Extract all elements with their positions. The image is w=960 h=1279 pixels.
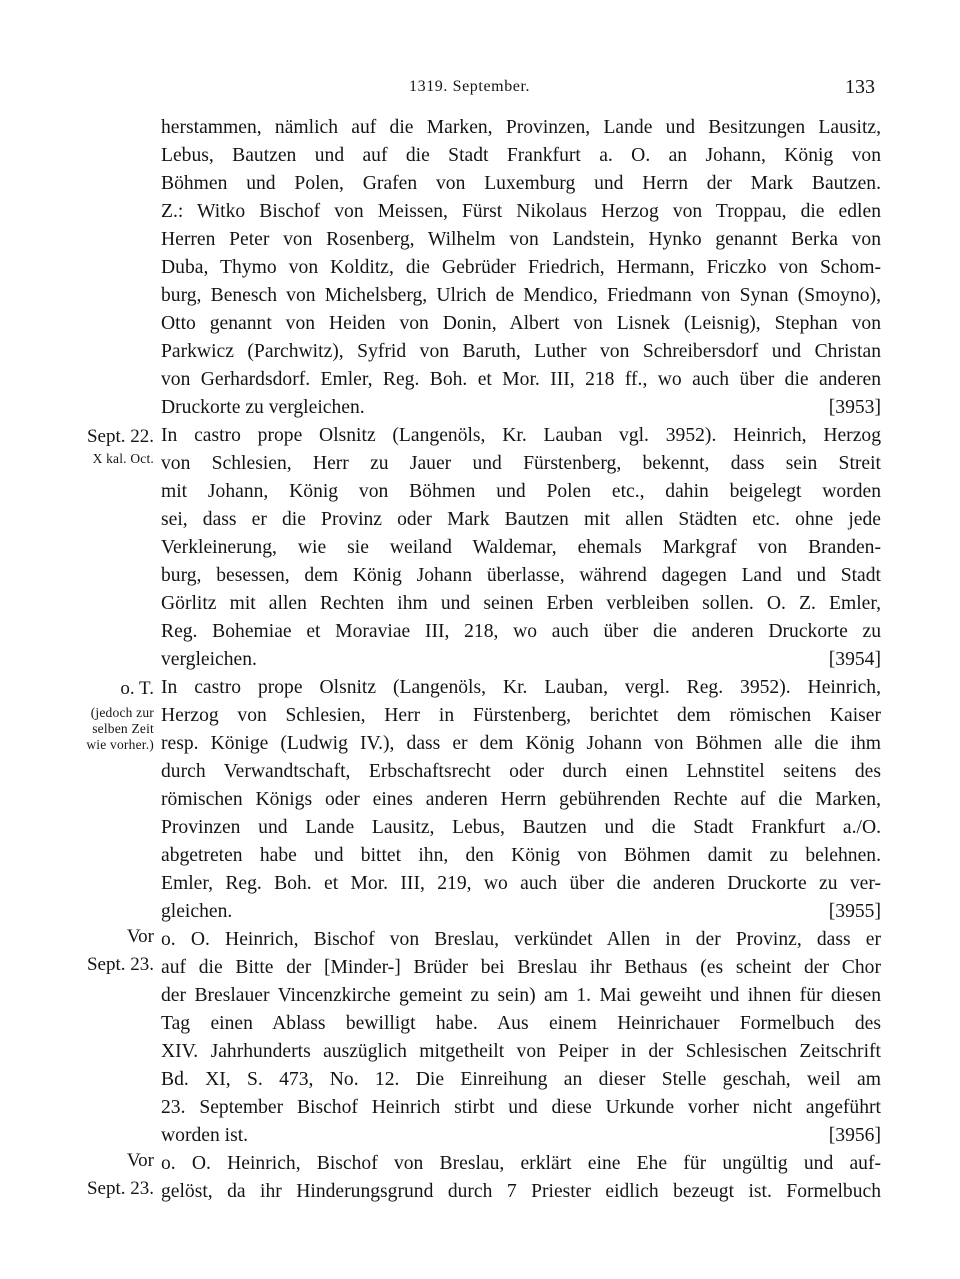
register-number: [3954] (828, 649, 881, 670)
margin-vor: Vor (126, 926, 154, 947)
text-line: römischen Königs oder eines anderen Herrn gebührenden Rechte auf die Marken, (161, 789, 881, 810)
text-line: Lebus, Bautzen und auf die Stadt Frankfurt a. O. an Johann, König von (161, 145, 881, 166)
text-line: XIV. Jahrhunderts auszüglich mitgetheilt von Peiper in der Schlesischen Zeitschrift (161, 1041, 881, 1062)
text-line: abgetreten habe und bittet ihn, den König von Böhmen damit zu belehnen. (161, 845, 881, 866)
text-line: Druckorte zu vergleichen. (161, 397, 365, 418)
entry-last-line (161, 898, 881, 925)
text-line: sei, dass er die Provinz oder Mark Bautzen mit allen Städten etc. ohne jede (161, 509, 881, 530)
text-line: Reg. Bohemiae et Moraviae III, 218, wo auch über die anderen Druckorte zu (161, 621, 881, 642)
register-number: [3953] (828, 397, 881, 418)
text-line: Böhmen und Polen, Grafen von Luxemburg und Herrn der Mark Bautzen. (161, 173, 881, 194)
text-line: burg, Benesch von Michelsberg, Ulrich de Mendico, Friedmann von Synan (Smoyno), (161, 285, 881, 306)
text-line: Z.: Witko Bischof von Meissen, Fürst Nikolaus Herzog von Troppau, die edlen (161, 201, 881, 222)
entry-last-line (161, 394, 881, 421)
text-line: Görlitz mit allen Rechten ihm und seinen Erben verbleiben sollen. O. Z. Emler, (161, 593, 881, 614)
text-line: herstammen, nämlich auf die Marken, Provinzen, Lande und Besitzungen Lausitz, (161, 117, 881, 138)
margin-date-roman: X kal. Oct. (92, 451, 154, 466)
text-line: von Gerhardsdorf. Emler, Reg. Boh. et Mor. III, 218 ff., wo auch über die anderen (161, 369, 881, 390)
margin-date: Sept. 23. (86, 1178, 154, 1199)
text-line: Otto genannt von Heiden von Donin, Albert von Lisnek (Leisnig), Stephan von (161, 313, 881, 334)
running-head: 1319. September. (409, 78, 531, 95)
margin-date: Sept. 23. (86, 954, 154, 975)
text-line: der Breslauer Vincenzkirche gemeint zu sein) am 1. Mai geweiht und ihnen für diesen (161, 985, 881, 1006)
text-line: Emler, Reg. Boh. et Mor. III, 219, wo auch über die anderen Druckorte zu ver- (161, 873, 881, 894)
text-line: Duba, Thymo von Kolditz, die Gebrüder Friedrich, Hermann, Friczko von Schom- (161, 257, 881, 278)
text-line: von Schlesien, Herr zu Jauer und Fürstenberg, bekennt, dass sein Streit (161, 453, 881, 474)
text-line: Verkleinerung, wie sie weiland Waldemar, ehemals Markgraf von Branden- (161, 537, 881, 558)
margin-note-text: (jedoch zur (90, 705, 154, 720)
margin-note-text: selben Zeit (92, 721, 154, 736)
margin-vor: Vor (126, 1150, 154, 1171)
text-line: o. O. Heinrich, Bischof von Breslau, verkündet Allen in der Provinz, dass er (161, 929, 881, 950)
text-line: In castro prope Olsnitz (Langenöls, Kr. Lauban, vergl. Reg. 3952). Heinrich, (161, 677, 881, 698)
text-line: o. O. Heinrich, Bischof von Breslau, erklärt eine Ehe für ungültig und auf- (161, 1153, 881, 1174)
margin-note-text: wie vorher.) (86, 737, 154, 752)
margin-date: o. T. (120, 678, 154, 699)
text-line: gelöst, da ihr Hinderungsgrund durch 7 Priester eidlich bezeugt ist. Formelbuch (161, 1181, 881, 1202)
text-line: Tag einen Ablass bewilligt habe. Aus einem Heinrichauer Formelbuch des (161, 1013, 881, 1034)
text-line: mit Johann, König von Böhmen und Polen etc., dahin beigelegt worden (161, 481, 881, 502)
text-line: Herren Peter von Rosenberg, Wilhelm von Landstein, Hynko genannt Berka von (161, 229, 881, 250)
page-header (0, 76, 960, 102)
text-line: In castro prope Olsnitz (Langenöls, Kr. Lauban vgl. 3952). Heinrich, Herzog (161, 425, 881, 446)
text-line: auf die Bitte der [Minder-] Brüder bei Breslau ihr Bethaus (es scheint der Chor (161, 957, 881, 978)
text-line: resp. Könige (Ludwig IV.), dass er dem König Johann von Böhmen alle die ihm (161, 733, 881, 754)
entry-last-line (161, 646, 881, 673)
text-line: 23. September Bischof Heinrich stirbt und diese Urkunde vorher nicht angeführt (161, 1097, 881, 1118)
entry-last-line (161, 1122, 881, 1149)
margin-date: Sept. 22. (86, 426, 154, 447)
text-line: Bd. XI, S. 473, No. 12. Die Einreihung an dieser Stelle geschah, weil am (161, 1069, 881, 1090)
page-number: 133 (845, 76, 875, 98)
text-line: Provinzen und Lande Lausitz, Lebus, Bautzen und die Stadt Frankfurt a./O. (161, 817, 881, 838)
text-line: worden ist. (161, 1125, 249, 1146)
text-line: durch Verwandtschaft, Erbschaftsrecht oder durch einen Lehnstitel seitens des (161, 761, 881, 782)
text-line: burg, besessen, dem König Johann überlasse, während dagegen Land und Stadt (161, 565, 881, 586)
text-line: vergleichen. (161, 649, 257, 670)
text-line: gleichen. (161, 901, 233, 922)
register-number: [3956] (828, 1125, 881, 1146)
register-number: [3955] (828, 901, 881, 922)
text-line: Herzog von Schlesien, Herr in Fürstenberg, berichtet dem römischen Kaiser (161, 705, 881, 726)
text-line: Parkwicz (Parchwitz), Syfrid von Baruth, Luther von Schreibersdorf und Christan (161, 341, 881, 362)
